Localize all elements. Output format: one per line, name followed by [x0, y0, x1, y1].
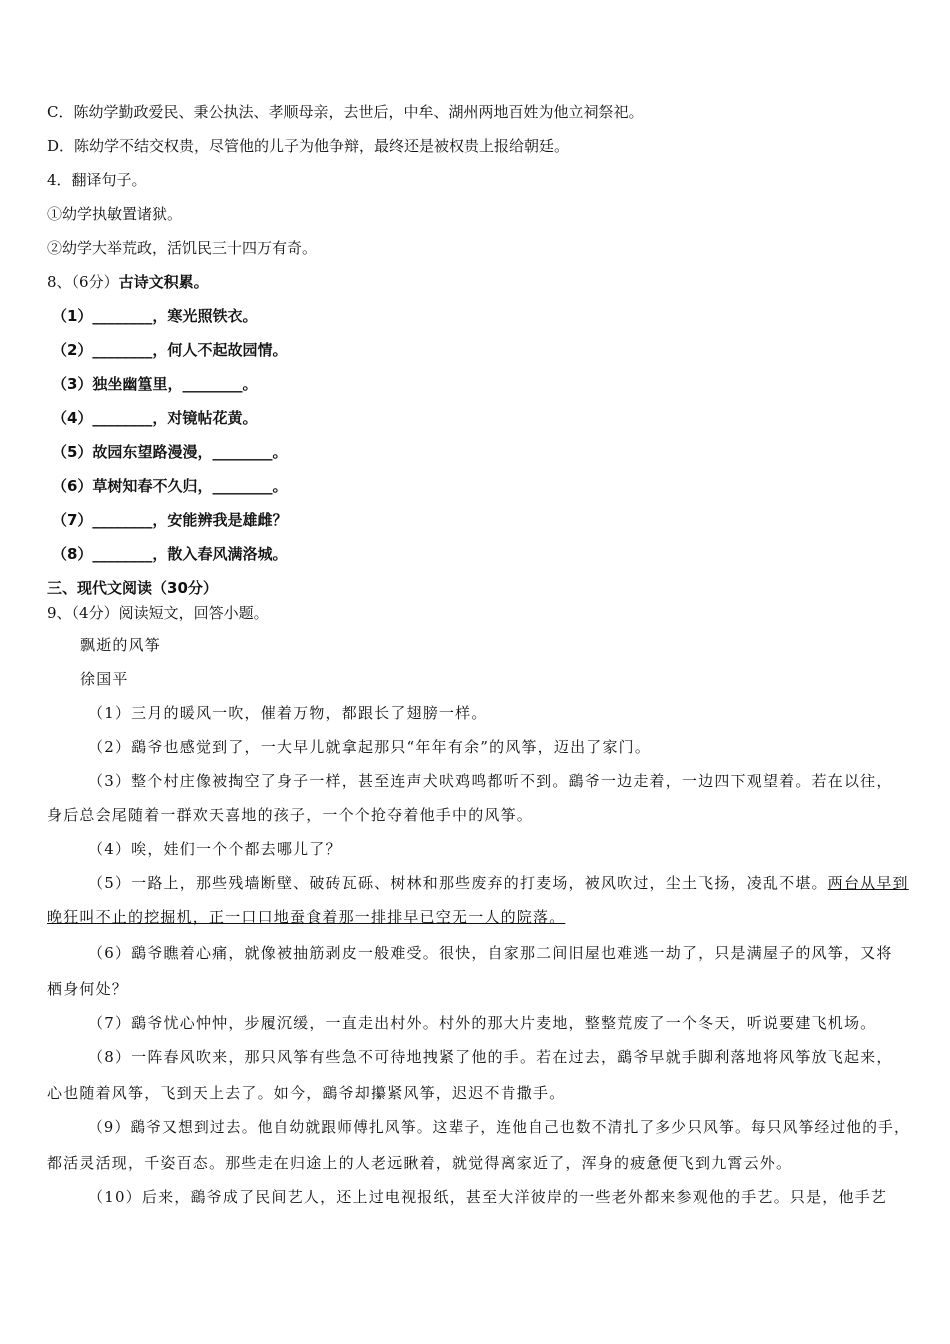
story-paragraph-6-cont: 栖身何处？	[47, 980, 129, 998]
poem-item: （4）________，对镜帖花黄。	[52, 409, 258, 427]
option-c: C．陈幼学勤政爱民、秉公执法、孝顺母亲，去世后，中牟、湖州两地百姓为他立祠祭祀。	[47, 103, 644, 121]
story-paragraph-8-cont: 心也随着风筝，飞到天上去了。如今，鷂爷却攥紧风筝，迟迟不肯撒手。	[47, 1084, 566, 1102]
section-3-title: 三、现代文阅读（30分）	[47, 579, 218, 597]
story-paragraph-9: （9）鷂爷又想到过去。他自幼就跟师傅扎风筝。这辈子，连他自己也数不清扎了多少只风筝。每只风筝经过他的手，	[88, 1118, 910, 1136]
story-paragraph-4: （4）唉，娃们一个个都去哪儿了？	[88, 840, 342, 858]
story-paragraph-6: （6）鷂爷瞧着心痛，就像被抽筋剥皮一般难受。很快，自家那二间旧屋也难逃一劫了，只是满屋子的风筝，又将	[88, 944, 893, 962]
story-author: 徐国平	[80, 670, 129, 688]
question-8-prefix: 8、（6分）	[47, 273, 119, 291]
poem-item: （6）草树知春不久归，________。	[52, 477, 288, 495]
story-paragraph-8: （8）一阵春风吹来，那只风筝有些急不可待地拽紧了他的手。若在过去，鷂爷早就手脚利落地将风筝放飞起来，	[88, 1048, 893, 1066]
question-8-header	[47, 272, 209, 292]
underlined-sentence: 两台从早到	[827, 874, 909, 892]
story-paragraph-5	[88, 873, 909, 893]
underlined-sentence-cont: 晚狂叫不止的挖掘机，正一口口地蚕食着那一排排早已空无一人的院落。	[47, 908, 566, 926]
story-paragraph-7: （7）鷂爷忧心忡忡，步履沉缓，一直走出村外。村外的那大片麦地，整整荒废了一个冬天，听说要建飞机场。	[88, 1014, 877, 1032]
story-paragraph-10: （10）后来，鷂爷成了民间艺人，还上过电视报纸，甚至大洋彼岸的一些老外都来参观他的手艺。只是，他手艺	[88, 1188, 888, 1206]
story-paragraph-9-cont: 都活灵活现，千姿百态。那些走在归途上的人老远瞅着，就觉得离家近了，浑身的疲惫便飞到九霄云外。	[47, 1154, 793, 1172]
translate-sentence-1: ①幼学执敏置诸狱。	[47, 205, 183, 223]
translate-sentence-2: ②幼学大举荒政，活饥民三十四万有奇。	[47, 239, 318, 257]
story-paragraph-3: （3）整个村庄像被掏空了身子一样，甚至连声犬吠鸡鸣都听不到。鷂爷一边走着，一边四下观望着。若在以往，	[88, 772, 893, 790]
story-paragraph-5-text: （5）一路上，那些残墙断壁、破砖瓦砾、树林和那些废弃的打麦场，被风吹过，尘土飞扬，凌乱不堪。	[88, 874, 828, 892]
poem-item: （7）________，安能辨我是雄雌？	[52, 511, 288, 529]
story-paragraph-3-cont: 身后总会尾随着一群欢天喜地的孩子，一个个抢夺着他手中的风筝。	[47, 806, 534, 824]
poem-item: （2）________，何人不起故园情。	[52, 341, 288, 359]
subquestion-4-title: 4．翻译句子。	[47, 171, 147, 189]
option-d: D．陈幼学不结交权贵，尽管他的儿子为他争辩，最终还是被权贵上报给朝廷。	[47, 137, 570, 155]
story-paragraph-2: （2）鷂爷也感觉到了，一大早儿就拿起那只“年年有余”的风筝，迈出了家门。	[88, 738, 652, 756]
question-9-intro: 9、（4分）阅读短文，回答小题。	[47, 604, 269, 622]
story-paragraph-1: （1）三月的暖风一吹，催着万物，都跟长了翅膀一样。	[88, 704, 488, 722]
question-8-heading: 古诗文积累。	[118, 273, 209, 291]
poem-item: （5）故园东望路漫漫，________。	[52, 443, 288, 461]
story-title: 飘逝的风筝	[80, 636, 162, 654]
poem-item: （3）独坐幽篁里，________。	[52, 375, 258, 393]
poem-item: （8）________，散入春风满洛城。	[52, 545, 288, 563]
poem-item: （1）________，寒光照铁衣。	[52, 307, 258, 325]
